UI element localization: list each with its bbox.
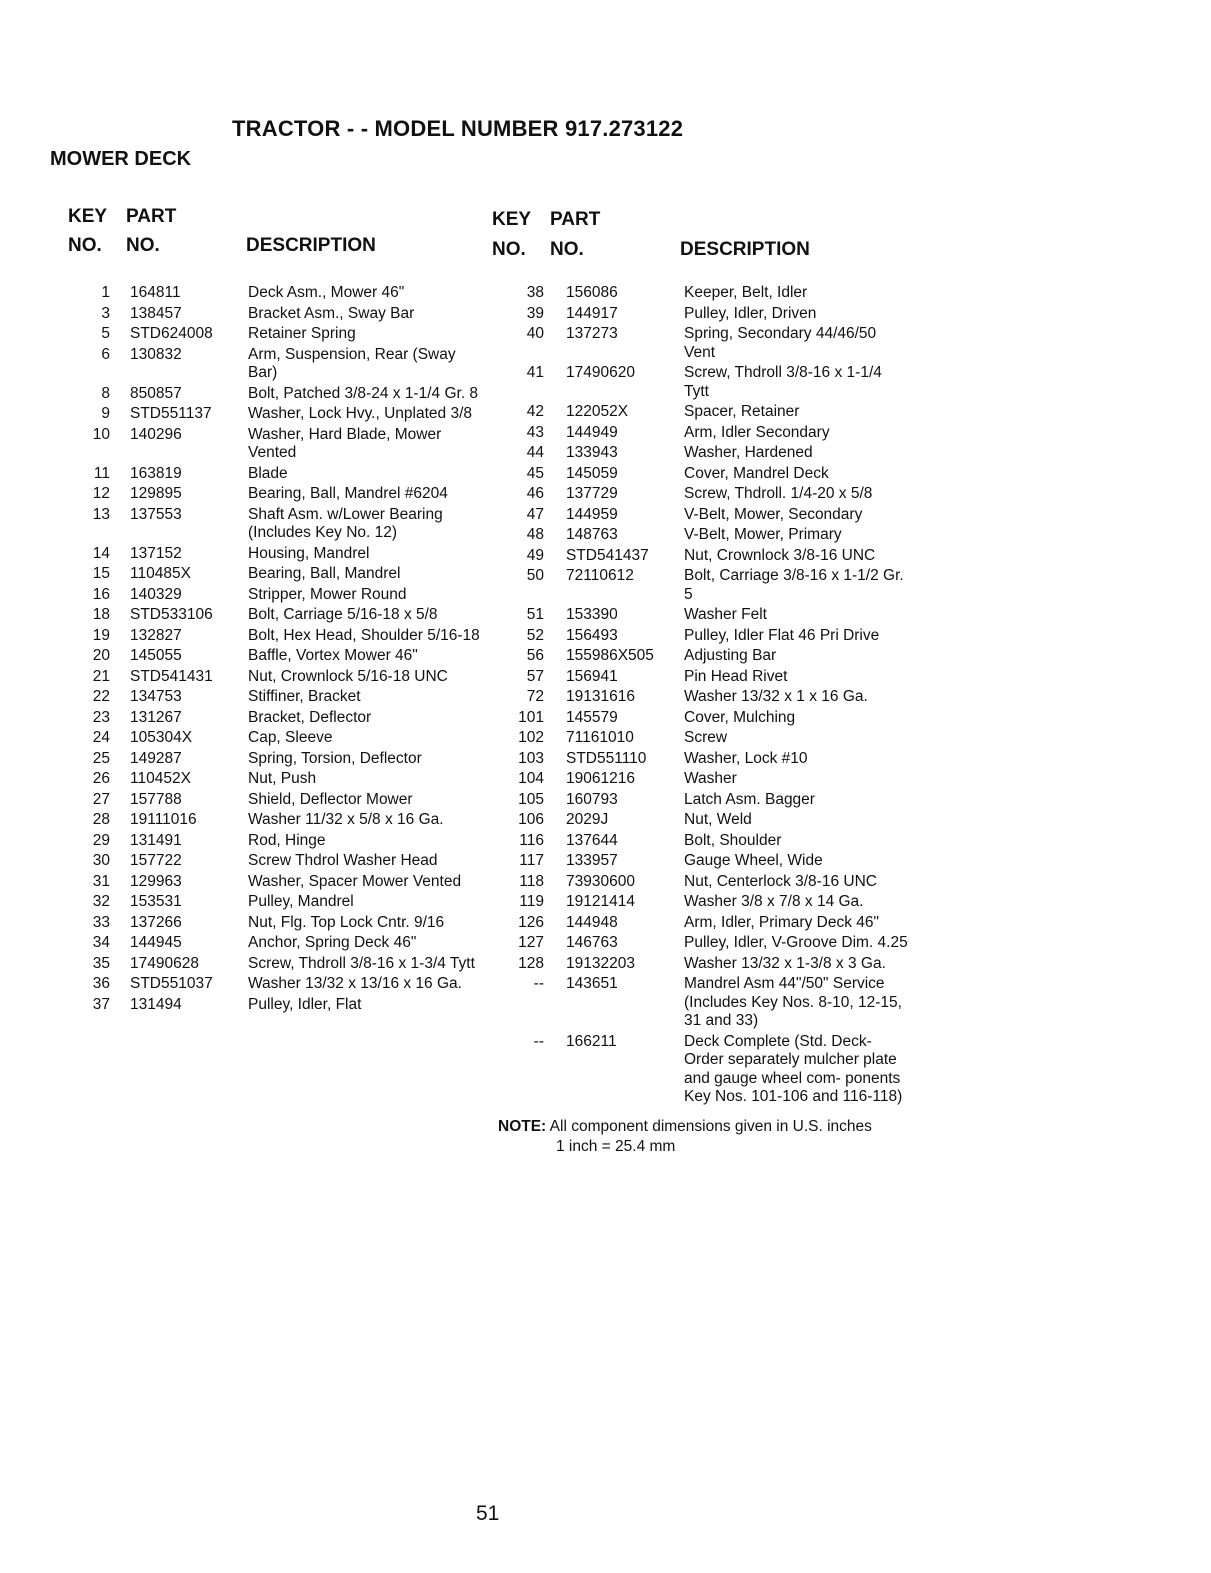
part-no: 163819	[130, 464, 182, 482]
key-no: 49	[526, 546, 544, 564]
table-row	[68, 791, 488, 810]
header-key-line1: KEY	[492, 209, 532, 230]
description: Bolt, Carriage 3/8-16 x 1-1/2 Gr. 5	[684, 567, 904, 603]
part-no: 144948	[566, 913, 618, 931]
part-no: 2029J	[566, 811, 609, 828]
part-no: 145055	[130, 647, 182, 664]
key-no: 18	[92, 606, 110, 623]
part-no: 160793	[566, 790, 618, 808]
table-row	[492, 668, 912, 687]
part-no: 145579	[566, 708, 618, 726]
table-row	[68, 405, 488, 424]
description: Spring, Secondary 44/46/50 Vent	[684, 325, 877, 361]
part-no: 137644	[566, 831, 618, 849]
key-no: 22	[92, 688, 110, 705]
parts-table-right	[492, 206, 912, 1157]
table-row	[492, 403, 912, 422]
key-no: 42	[526, 403, 544, 420]
table-row	[492, 709, 912, 728]
key-no: 126	[518, 913, 544, 931]
part-no: STD624008	[130, 325, 213, 342]
part-no: 153390	[566, 606, 618, 623]
part-no: 146763	[566, 934, 618, 951]
table-row	[68, 647, 488, 666]
description: Blade	[248, 464, 288, 482]
table-row	[68, 770, 488, 789]
part-no: 137266	[130, 913, 182, 931]
table-row	[68, 385, 488, 404]
part-no: 19121414	[566, 893, 635, 910]
description: Nut, Crownlock 5/16-18 UNC	[248, 667, 448, 685]
part-no: 137273	[566, 325, 618, 342]
part-no: STD541431	[130, 667, 213, 685]
key-no: 72	[526, 688, 544, 705]
table-row	[68, 852, 488, 871]
header-description: DESCRIPTION	[246, 235, 376, 256]
table-row	[492, 893, 912, 912]
part-no: 72110612	[566, 567, 634, 584]
table-row	[492, 465, 912, 484]
key-no: 29	[92, 831, 110, 849]
table-row	[492, 791, 912, 810]
table-row	[492, 444, 912, 463]
key-no: 20	[92, 647, 110, 664]
key-no: 8	[101, 384, 110, 402]
table-row	[492, 975, 912, 1031]
description: Nut, Crownlock 3/8-16 UNC	[684, 546, 876, 564]
description: Cover, Mandrel Deck	[684, 464, 829, 482]
table-row	[492, 647, 912, 666]
table-row	[492, 424, 912, 443]
description: Pin Head Rivet	[684, 667, 788, 685]
table-row	[492, 627, 912, 646]
table-row	[492, 526, 912, 545]
description: Baffle, Vortex Mower 46"	[248, 647, 418, 664]
description: Latch Asm. Bagger	[684, 790, 815, 808]
description: Nut, Push	[248, 770, 317, 787]
description: Pulley, Mandrel	[248, 893, 354, 910]
part-no: 131494	[130, 995, 182, 1013]
part-no: 157788	[130, 790, 182, 808]
key-no: 40	[526, 325, 544, 342]
part-no: 105304X	[130, 729, 193, 746]
description: Washer Felt	[684, 606, 767, 623]
part-no: 130832	[130, 345, 182, 363]
description: V-Belt, Mower, Primary	[684, 526, 842, 543]
description: Washer, Hardened	[684, 444, 813, 461]
key-no: 37	[92, 995, 110, 1013]
table-row	[492, 770, 912, 789]
table-row	[68, 873, 488, 892]
description: Spacer, Retainer	[684, 403, 800, 420]
key-no: 38	[526, 284, 544, 301]
part-no: STD533106	[130, 606, 213, 623]
table-header-right	[492, 206, 912, 276]
page-title: TRACTOR - - MODEL NUMBER 917.273122	[232, 116, 684, 141]
table-row	[492, 485, 912, 504]
part-no: 19111016	[130, 811, 197, 828]
header-part-line2: NO.	[550, 239, 584, 260]
part-no: 155986X505	[566, 647, 654, 664]
key-no: 101	[518, 708, 544, 726]
table-row	[68, 485, 488, 504]
key-no: 45	[526, 464, 544, 482]
table-row	[68, 668, 488, 687]
part-no: 129963	[130, 872, 182, 890]
key-no: 3	[101, 304, 110, 322]
key-no: 127	[518, 934, 544, 951]
key-no: 33	[92, 913, 110, 931]
parts-rows-right	[492, 284, 912, 1107]
part-no: 143651	[566, 975, 618, 992]
table-row	[492, 325, 912, 362]
description: Spring, Torsion, Deflector	[248, 749, 422, 767]
description: Retainer Spring	[248, 325, 356, 342]
table-row	[68, 565, 488, 584]
part-no: 144945	[130, 934, 182, 951]
key-no: 102	[518, 729, 544, 746]
header-description: DESCRIPTION	[680, 239, 810, 260]
key-no: 51	[526, 606, 544, 623]
key-no: 26	[92, 770, 110, 787]
description: Bolt, Carriage 5/16-18 x 5/8	[248, 606, 438, 623]
part-no: STD541437	[566, 546, 649, 564]
part-no: 133943	[566, 444, 618, 461]
key-no: 30	[92, 852, 110, 869]
key-no: 56	[526, 647, 544, 664]
table-row	[492, 688, 912, 707]
description: Screw	[684, 729, 728, 746]
parts-table-left	[68, 206, 488, 1016]
part-no: 140296	[130, 425, 182, 443]
table-row	[492, 1033, 912, 1107]
table-row	[68, 465, 488, 484]
header-part-line1: PART	[550, 209, 601, 230]
description: Arm, Idler, Primary Deck 46"	[684, 913, 879, 931]
part-no: 164811	[130, 284, 181, 301]
description: Bracket, Deflector	[248, 708, 372, 726]
header-part-line2: NO.	[126, 235, 160, 256]
key-no: 46	[526, 485, 544, 502]
description: Cap, Sleeve	[248, 729, 333, 746]
key-no: 1	[101, 284, 110, 301]
table-row	[68, 832, 488, 851]
description: Stiffiner, Bracket	[248, 688, 361, 705]
description: Shield, Deflector Mower	[248, 790, 413, 808]
part-no: 73930600	[566, 872, 635, 890]
table-row	[492, 364, 912, 401]
note	[498, 1117, 912, 1157]
key-no: 21	[92, 667, 110, 685]
description: Screw, Thdroll 3/8-16 x 1-3/4 Tytt	[248, 954, 475, 972]
description: Screw Thdrol Washer Head	[248, 852, 438, 869]
table-row	[492, 305, 912, 324]
part-no: 110452X	[130, 770, 191, 787]
key-no: 52	[526, 626, 544, 644]
header-key-line2: NO.	[492, 239, 526, 260]
part-no: 131267	[130, 708, 182, 726]
description: Bolt, Shoulder	[684, 831, 782, 849]
description: Keeper, Belt, Idler	[684, 284, 808, 301]
description: Screw, Thdroll. 1/4-20 x 5/8	[684, 485, 873, 502]
description: Washer 13/32 x 13/16 x 16 Ga.	[248, 975, 462, 992]
table-row	[68, 346, 488, 383]
key-no: 27	[92, 790, 110, 808]
table-row	[68, 284, 488, 303]
description: Stripper, Mower Round	[248, 585, 407, 603]
description: V-Belt, Mower, Secondary	[684, 505, 863, 523]
table-row	[492, 955, 912, 974]
description: Bolt, Hex Head, Shoulder 5/16-18	[248, 626, 480, 644]
part-no: 153531	[130, 893, 182, 910]
table-row	[68, 426, 488, 463]
description: Pulley, Idler Flat 46 Pri Drive	[684, 626, 880, 644]
table-row	[492, 811, 912, 830]
key-no: 57	[526, 667, 544, 685]
key-no: 47	[526, 505, 544, 523]
part-no: 137729	[566, 485, 618, 502]
key-no: 106	[518, 811, 544, 828]
description: Bearing, Ball, Mandrel #6204	[248, 485, 448, 502]
table-row	[492, 832, 912, 851]
key-no: 116	[519, 831, 544, 849]
key-no: 31	[92, 872, 110, 890]
description: Mandrel Asm 44"/50" Service (Includes Key Nos. 8-10, 12-15, 31 and 33)	[684, 975, 902, 1029]
table-row	[68, 811, 488, 830]
table-row	[492, 506, 912, 525]
table-row	[492, 606, 912, 625]
key-no: 103	[518, 749, 544, 767]
description: Housing, Mandrel	[248, 544, 370, 562]
part-no: 148763	[566, 526, 618, 543]
description: Pulley, Idler, Flat	[248, 995, 362, 1013]
table-row	[492, 547, 912, 566]
part-no: 138457	[130, 304, 182, 322]
key-no: 43	[526, 423, 544, 441]
key-no: 36	[92, 975, 110, 992]
key-no: 9	[101, 405, 110, 422]
key-no: 34	[92, 934, 110, 951]
table-row	[68, 893, 488, 912]
description: Washer	[684, 770, 737, 787]
description: Bolt, Patched 3/8-24 x 1-1/4 Gr. 8	[248, 384, 479, 402]
part-no: STD551110	[566, 749, 647, 767]
key-no: 25	[92, 749, 110, 767]
key-no: 11	[93, 464, 110, 482]
key-no: 6	[101, 345, 110, 363]
table-row	[68, 934, 488, 953]
part-no: STD551037	[130, 975, 213, 992]
key-no: 5	[101, 325, 110, 342]
part-no: 137553	[130, 505, 182, 523]
part-no: STD551137	[130, 405, 212, 422]
part-no: 137152	[130, 544, 182, 562]
parts-rows-left	[68, 284, 488, 1014]
table-row	[492, 729, 912, 748]
table-row	[68, 305, 488, 324]
key-no: 104	[518, 770, 544, 787]
description: Rod, Hinge	[248, 831, 326, 849]
key-no: 44	[526, 444, 544, 461]
part-no: 156086	[566, 284, 618, 301]
part-no: 145059	[566, 464, 618, 482]
description: Washer, Lock #10	[684, 749, 808, 767]
key-no: 24	[92, 729, 110, 746]
description: Pulley, Idler, V-Groove Dim. 4.25	[684, 934, 908, 951]
part-no: 157722	[130, 852, 182, 869]
table-row	[68, 996, 488, 1015]
description: Nut, Flg. Top Lock Cntr. 9/16	[248, 913, 445, 931]
part-no: 166211	[566, 1032, 617, 1050]
table-row	[68, 586, 488, 605]
key-no: 117	[519, 852, 544, 869]
part-no: 131491	[130, 831, 182, 849]
description: Adjusting Bar	[684, 647, 777, 664]
key-no: 12	[92, 485, 110, 502]
note-line1: All component dimensions given in U.S. inches	[549, 1117, 872, 1135]
description: Nut, Centerlock 3/8-16 UNC	[684, 872, 877, 890]
part-no: 140329	[130, 585, 182, 603]
table-row	[492, 873, 912, 892]
table-row	[68, 709, 488, 728]
key-no: 10	[92, 425, 110, 443]
description: Cover, Mulching	[684, 708, 796, 726]
table-row	[68, 688, 488, 707]
table-row	[492, 750, 912, 769]
description: Screw, Thdroll 3/8-16 x 1-1/4 Tytt	[684, 364, 882, 400]
note-label: NOTE:	[498, 1117, 547, 1135]
key-no: 128	[518, 954, 544, 972]
part-no: 19061216	[566, 770, 635, 787]
part-no: 132827	[130, 626, 182, 644]
table-row	[68, 955, 488, 974]
part-no: 17490620	[566, 364, 635, 381]
key-no: 39	[526, 304, 544, 322]
key-no: 16	[92, 585, 110, 603]
table-row	[68, 750, 488, 769]
description: Gauge Wheel, Wide	[684, 852, 823, 869]
table-row	[68, 914, 488, 933]
table-row	[492, 284, 912, 303]
description: Shaft Asm. w/Lower Bearing (Includes Key No. 12)	[248, 505, 443, 541]
part-no: 144917	[566, 304, 618, 322]
header-key-line2: NO.	[68, 235, 102, 256]
key-no: 119	[519, 893, 544, 910]
description: Bearing, Ball, Mandrel	[248, 565, 401, 582]
table-row	[68, 606, 488, 625]
part-no: 110485X	[130, 565, 191, 582]
page-number: 51	[476, 1502, 500, 1525]
part-no: 156941	[566, 667, 618, 685]
key-no: 118	[519, 872, 544, 890]
description: Anchor, Spring Deck 46"	[248, 934, 417, 951]
description: Washer 3/8 x 7/8 x 14 Ga.	[684, 893, 864, 910]
key-no: 41	[526, 364, 544, 381]
description: Deck Asm., Mower 46"	[248, 284, 405, 301]
key-no: --	[533, 1032, 544, 1050]
description: Washer, Hard Blade, Mower Vented	[248, 425, 442, 461]
table-row	[68, 325, 488, 344]
description: Washer 11/32 x 5/8 x 16 Ga.	[248, 811, 444, 828]
key-no: 105	[518, 790, 544, 808]
key-no: 35	[92, 954, 110, 972]
key-no: 15	[92, 565, 110, 582]
part-no: 144949	[566, 423, 618, 441]
key-no: 50	[526, 567, 544, 584]
part-no: 149287	[130, 749, 182, 767]
description: Washer, Spacer Mower Vented	[248, 872, 462, 890]
part-no: 850857	[130, 384, 182, 402]
description: Washer 13/32 x 1 x 16 Ga.	[684, 688, 868, 705]
section-heading: MOWER DECK	[50, 148, 192, 170]
part-no: 122052X	[566, 403, 629, 420]
part-no: 129895	[130, 485, 182, 502]
key-no: 32	[92, 893, 110, 910]
key-no: 19	[92, 626, 110, 644]
description: Bracket Asm., Sway Bar	[248, 304, 415, 322]
description: Washer 13/32 x 1-3/8 x 3 Ga.	[684, 954, 886, 972]
description: Washer, Lock Hvy., Unplated 3/8	[248, 405, 472, 422]
table-row	[68, 627, 488, 646]
table-row	[68, 506, 488, 543]
table-row	[492, 914, 912, 933]
header-part-line1: PART	[126, 206, 177, 227]
description: Arm, Idler Secondary	[684, 423, 830, 441]
table-row	[68, 545, 488, 564]
key-no: 23	[92, 708, 110, 726]
table-row	[492, 934, 912, 953]
part-no: 19132203	[566, 954, 635, 972]
part-no: 134753	[130, 688, 182, 705]
table-row	[68, 729, 488, 748]
table-row	[492, 567, 912, 604]
note-line2: 1 inch = 25.4 mm	[556, 1137, 676, 1155]
key-no: 28	[92, 811, 110, 828]
key-no: 14	[92, 544, 110, 562]
description: Nut, Weld	[684, 811, 752, 828]
key-no: 48	[526, 526, 544, 543]
key-no: 13	[92, 505, 110, 523]
description: Pulley, Idler, Driven	[684, 304, 817, 322]
part-no: 156493	[566, 626, 618, 644]
header-key-line1: KEY	[68, 206, 108, 227]
part-no: 17490628	[130, 954, 199, 972]
table-header-left	[68, 206, 488, 276]
table-row	[492, 852, 912, 871]
key-no: --	[533, 975, 544, 992]
table-row	[68, 975, 488, 994]
part-no: 71161010	[566, 729, 634, 746]
description: Deck Complete (Std. Deck- Order separately mulcher plate and gauge wheel com- ponents Key Nos. 101-106 and 116-118)	[684, 1032, 903, 1105]
part-no: 133957	[566, 852, 618, 869]
part-no: 19131616	[566, 688, 635, 705]
part-no: 144959	[566, 505, 618, 523]
description: Arm, Suspension, Rear (Sway Bar)	[248, 345, 456, 381]
